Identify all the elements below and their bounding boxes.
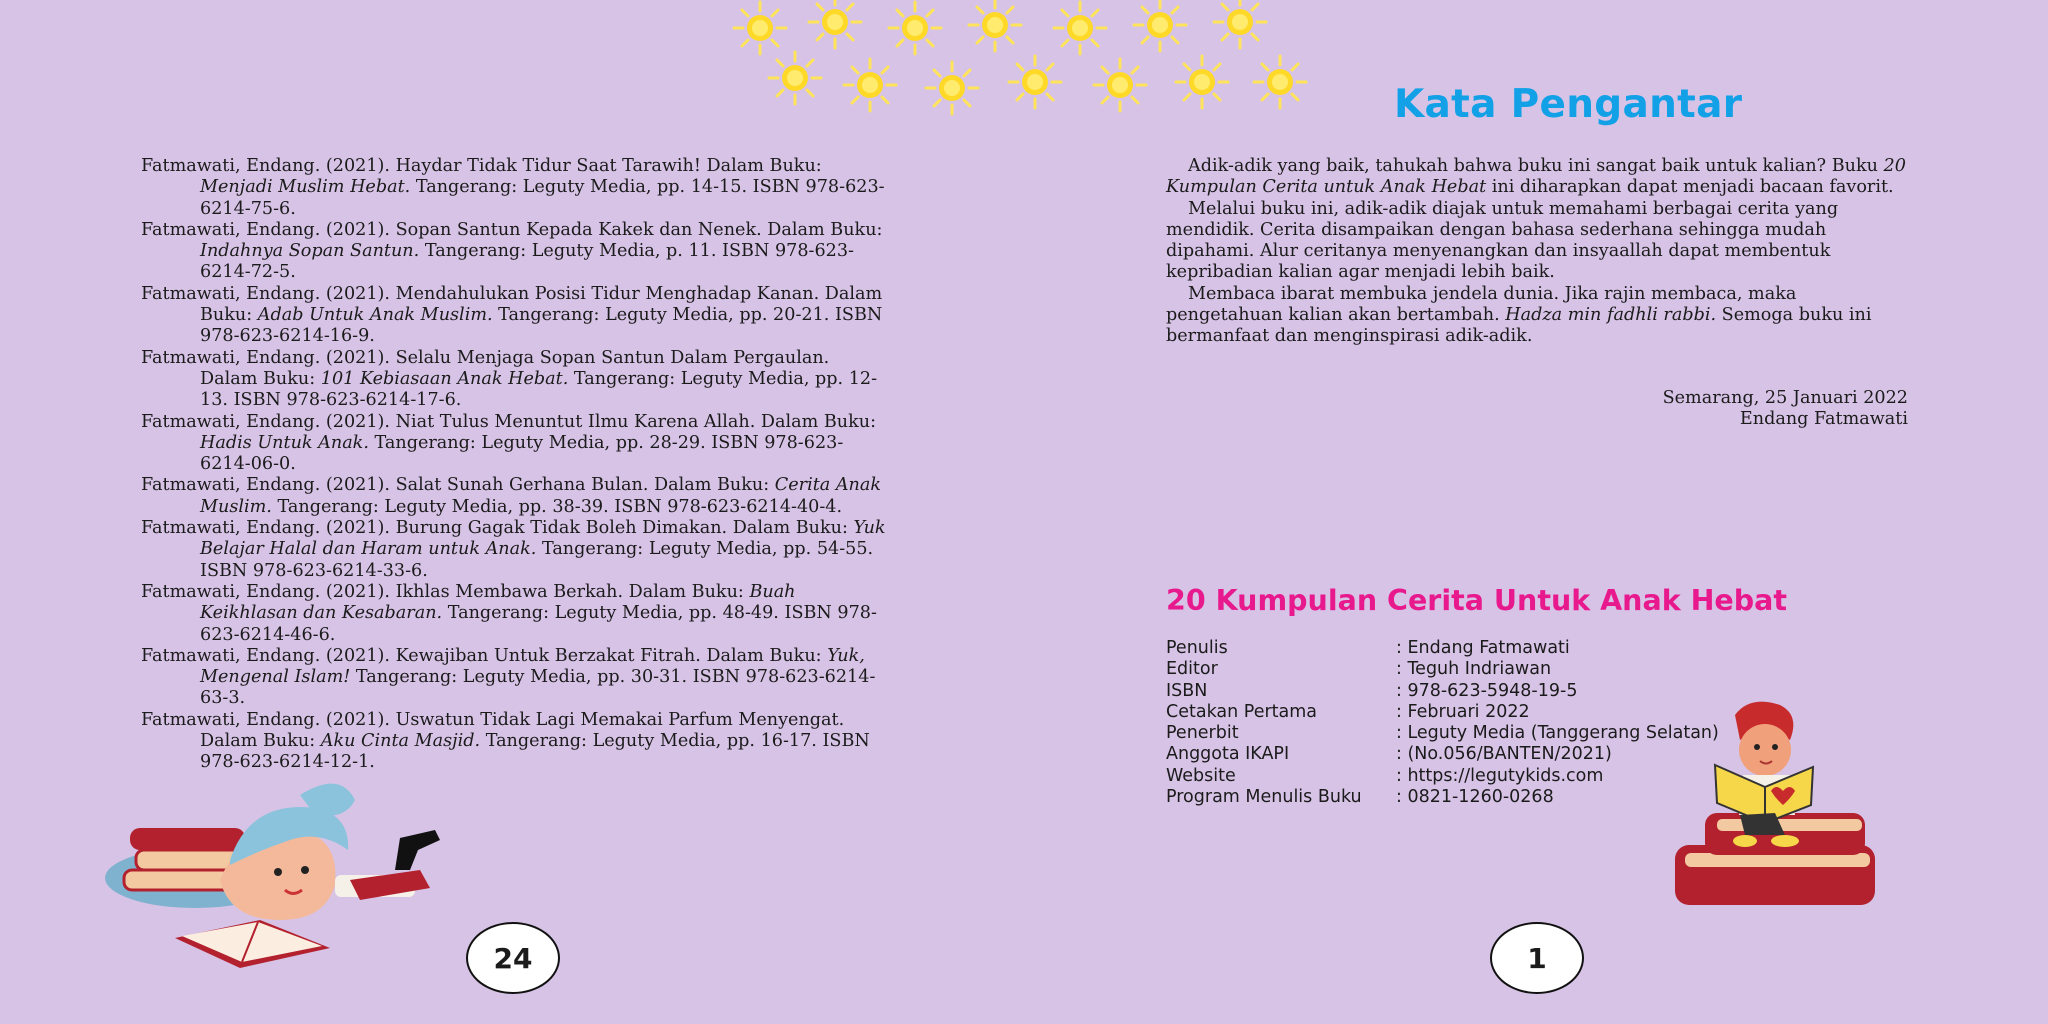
sun-decoration [720,0,1320,130]
reference-item: Fatmawati, Endang. (2021). Sopan Santun Kepada Kakek dan Nenek. Dalam Buku: Indahnya Sopan Santun. Tangerang: Leguty Media, p. 11. ISBN 978-623-6214-72-5. [141,219,883,283]
credit-row: Website : https://legutykids.com [1166,765,1604,786]
preface-body [1166,156,1908,348]
credit-row: Anggota IKAPI : (No.056/BANTEN/2021) [1166,744,1612,765]
book-title: 20 Kumpulan Cerita Untuk Anak Hebat [1166,584,1788,617]
reference-item: Fatmawati, Endang. (2021). Burung Gagak Tidak Boleh Dimakan. Dalam Buku: Yuk Belajar Halal dan Haram untuk Anak. Tangerang: Leguty Media, pp. 54-55. ISBN 978-623-6214-33-6. [141,518,886,581]
credit-row: ISBN : 978-623-5948-19-5 [1166,680,1578,701]
reference-item: Fatmawati, Endang. (2021). Haydar Tidak Tidur Saat Tarawih! Dalam Buku: Menjadi Muslim Hebat. Tangerang: Leguty Media, pp. 14-15. ISBN 978-623-6214-75-6. [141,156,885,219]
reference-list [141,156,886,774]
reference-item: Fatmawati, Endang. (2021). Niat Tulus Menuntut Ilmu Karena Allah. Dalam Buku: Hadis Untuk Anak. Tangerang: Leguty Media, pp. 28-29. ISBN 978-623-6214-06-0. [141,411,877,475]
reference-item: Fatmawati, Endang. (2021). Salat Sunah Gerhana Bulan. Dalam Buku: Cerita Anak Muslim. Tangerang: Leguty Media, pp. 38-39. ISBN 978-623-6214-40-4. [141,475,882,517]
reference-item: Fatmawati, Endang. (2021). Kewajiban Untuk Berzakat Fitrah. Dalam Buku: Yuk, Mengenal Islam! Tangerang: Leguty Media, pp. 30-31. ISBN 978-623-6214-63-3. [141,645,876,709]
page-number-left: 24 [466,922,560,994]
preface-paragraph: Membaca ibarat membuka jendela dunia. Jika rajin membaca, maka pengetahuan kalian akan bertambah. Hadza min fadhli rabbi. Semoga buku ini bermanfaat dan menginspirasi adik-adik. [1166,283,1872,347]
preface-paragraph: Melalui buku ini, adik-adik diajak untuk memahami berbagai cerita yang mendidik. Cerita disampaikan dengan bahasa sederhana sehingga mudah dipahami. Alur ceritanya menyenangkan dan insyaallah dapat membentuk kepribadian kalian agar menjadi lebih baik. [1166,198,1839,283]
reference-item: Fatmawati, Endang. (2021). Mendahulukan Posisi Tidur Menghadap Kanan. Dalam Buku: Adab Untuk Anak Muslim. Tangerang: Leguty Media, pp. 20-21. ISBN 978-623-6214-16-9. [141,283,883,347]
sign-name: Endang Fatmawati [1739,409,1908,430]
girl-reading-illustration [100,770,480,980]
boy-reading-illustration [1665,695,1885,925]
sign-place-date: Semarang, 25 Januari 2022 [1662,388,1908,408]
reference-item: Fatmawati, Endang. (2021). Ikhlas Membawa Berkah. Dalam Buku: Buah Keikhlasan dan Kesabaran. Tangerang: Leguty Media, pp. 48-49. ISBN 978-623-6214-46-6. [141,581,877,645]
preface-paragraph: Adik-adik yang baik, tahukah bahwa buku ini sangat baik untuk kalian? Buku 20 Kumpulan Cerita untuk Anak Hebat ini diharapkan dapat menjadi bacaan favorit. [1166,156,1906,198]
credit-row: Editor : Teguh Indriawan [1166,659,1552,680]
credit-row: Program Menulis Buku : 0821-1260-0268 [1166,787,1554,808]
credit-row: Penulis : Endang Fatmawati [1166,638,1570,658]
preface-heading: Kata Pengantar [1394,82,1743,127]
page-number-right: 1 [1490,922,1584,994]
reference-item: Fatmawati, Endang. (2021). Uswatun Tidak Lagi Memakai Parfum Menyengat. Dalam Buku: Aku Cinta Masjid. Tangerang: Leguty Media, pp. 16-17. ISBN 978-623-6214-12-1. [141,709,870,773]
signature-block [1663,388,1908,431]
book-credits [1166,638,1719,808]
credit-row: Cetakan Pertama : Februari 2022 [1166,701,1530,722]
credit-row: Penerbit : Leguty Media (Tanggerang Selatan) [1166,723,1719,744]
reference-item: Fatmawati, Endang. (2021). Selalu Menjaga Sopan Santun Dalam Pergaulan. Dalam Buku: 101 Kebiasaan Anak Hebat. Tangerang: Leguty Media, pp. 12-13. ISBN 978-623-6214-17-6. [141,347,878,411]
